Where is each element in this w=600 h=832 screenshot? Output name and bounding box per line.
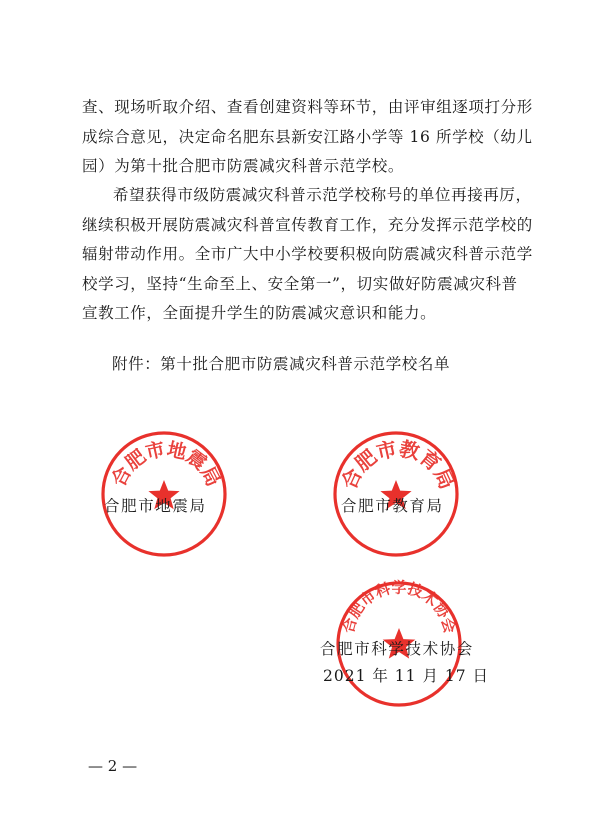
paragraph-2-line-1: 希望获得市级防震减灾科普示范学校称号的单位再接再厉， (113, 186, 532, 204)
paragraph-1-line-3: 园）为第十批合肥市防震减灾科普示范学校。 (82, 157, 405, 175)
paragraph-2-line-4: 校学习，坚持“生命至上、安全第一”，切实做好防震减灾科普 (82, 274, 518, 293)
paragraph-2 (82, 181, 532, 329)
svg-text:合肥市地震局 (107, 437, 225, 490)
seal-2-text: 合肥市教育局 (336, 436, 460, 493)
page-number: — 2 — (88, 757, 138, 775)
paragraph-1 (82, 93, 532, 182)
paragraph-2-line-5: 宣教工作，全面提升学生的防震减灾意识和能力。 (82, 304, 437, 322)
paragraph-1-line-1: 查、现场听取介绍、查看创建资料等环节，由评审组逐项打分形 (82, 98, 533, 116)
signature-education-bureau: 合肥市教育局 (341, 497, 444, 515)
signature-earthquake-bureau: 合肥市地震局 (104, 497, 207, 515)
svg-text:合肥市教育局 (337, 436, 460, 492)
seal-1-text: 合肥市地震局 (107, 438, 225, 491)
paragraph-1-line-2: 成综合意见，决定命名肥东县新安江路小学等 16 所学校（幼儿 (82, 127, 533, 146)
signature-science-association: 合肥市科学技术协会 (320, 640, 474, 658)
paragraph-2-line-3: 辐射带动作用。全市广大中小学校要积极向防震减灾科普示范学 (82, 245, 533, 263)
paragraph-2-line-2: 继续积极开展防震减灾科普宣传教育工作，充分发挥示范学校的 (82, 215, 533, 234)
svg-text:合肥市科学技术协会 (339, 579, 459, 635)
signature-date: 2021 年 11 月 17 日 (323, 667, 490, 685)
attachment-line: 附件：第十批合肥市防震减灾科普示范学校名单 (112, 355, 451, 373)
seal-3-text: 合肥市科学技术协会 (339, 578, 459, 636)
